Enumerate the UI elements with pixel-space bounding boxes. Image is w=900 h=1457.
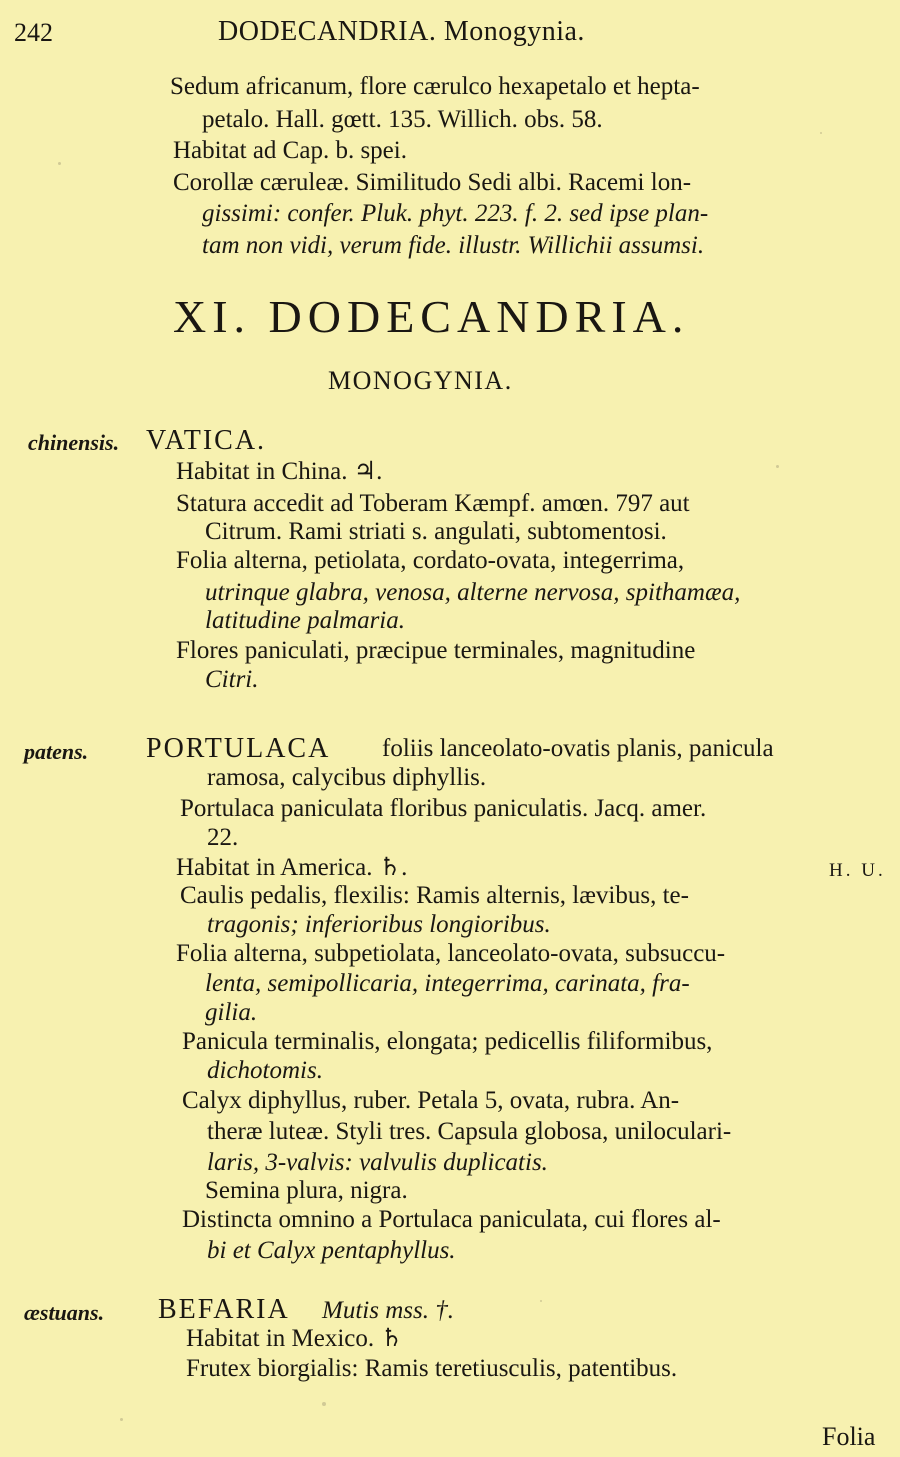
text-line: Folia alterna, subpetiolata, lanceolato-ovata, subsuccu-	[176, 940, 726, 967]
text-line: Frutex biorgialis: Ramis teretiusculis, patentibus.	[186, 1355, 678, 1382]
text-line: theræ luteæ. Styli tres. Capsula globosa, uniloculari-	[207, 1118, 732, 1145]
text-line: gilia.	[205, 999, 258, 1026]
running-title: DODECANDRIA. Monogynia.	[218, 16, 585, 47]
text-line: Habitat in Mexico. ♄	[186, 1325, 403, 1352]
text-line: Flores paniculati, præcipue terminales, magnitudine	[176, 637, 696, 664]
text-line: tam non vidi, verum fide. illustr. Willichii assumsi.	[202, 232, 705, 259]
genus-name: PORTULACA	[146, 733, 331, 764]
text-line: Habitat in China. ♃.	[176, 458, 383, 485]
text-line: Folia alterna, petiolata, cordato-ovata, integerrima,	[176, 547, 685, 574]
text-line: Caulis pedalis, flexilis: Ramis alternis, lævibus, te-	[180, 882, 689, 909]
text-line: Panicula terminalis, elongata; pedicellis filiformibus,	[182, 1028, 713, 1055]
text-line: Habitat ad Cap. b. spei.	[173, 137, 407, 164]
order-heading: MONOGYNIA.	[328, 366, 513, 395]
text-line: Portulaca paniculata floribus paniculatis. Jacq. amer.	[180, 795, 707, 822]
text-line: Sedum africanum, flore cærulco hexapetalo et hepta-	[170, 73, 700, 100]
text-line: Mutis mss. †.	[322, 1297, 454, 1324]
text-line: lenta, semipollicaria, integerrima, carinata, fra-	[205, 970, 690, 997]
text-line: dichotomis.	[207, 1057, 323, 1084]
species-epithet: chinensis.	[28, 430, 120, 455]
paper-speck	[322, 1402, 326, 1406]
herbarium-mark: H. U.	[829, 860, 886, 881]
text-line: Distincta omnino a Portulaca paniculata, cui flores al-	[182, 1206, 721, 1233]
species-epithet: æstuans.	[24, 1300, 105, 1325]
text-line: latitudine palmaria.	[205, 607, 405, 634]
paper-speck	[776, 465, 779, 468]
text-line: Statura accedit ad Toberam Kæmpf. amœn. 797 aut	[176, 490, 690, 517]
text-line: Citrum. Rami striati s. angulati, subtomentosi.	[205, 518, 667, 545]
text-line: bi et Calyx pentaphyllus.	[207, 1237, 456, 1264]
text-line: Corollæ cæruleæ. Similitudo Sedi albi. Racemi lon-	[173, 169, 692, 196]
page-number: 242	[14, 18, 53, 47]
text-line: laris, 3-valvis: valvulis duplicatis.	[207, 1149, 548, 1176]
paper-speck	[58, 162, 61, 165]
text-line: tragonis; inferioribus longioribus.	[207, 911, 551, 938]
text-line: Habitat in America. ♄.	[176, 854, 408, 881]
catchword: Folia	[822, 1422, 876, 1451]
species-epithet: patens.	[24, 739, 89, 764]
text-line: Citri.	[205, 666, 259, 693]
text-line: ramosa, calycibus diphyllis.	[207, 764, 487, 791]
paper-speck	[120, 1418, 123, 1421]
paper-speck	[820, 132, 822, 134]
paper-speck	[540, 1300, 542, 1302]
text-line: gissimi: confer. Pluk. phyt. 223. f. 2. sed ipse plan-	[202, 200, 709, 227]
text-line: foliis lanceolato-ovatis planis, panicula	[382, 735, 774, 762]
genus-name: VATICA.	[146, 425, 267, 456]
text-line: Calyx diphyllus, ruber. Petala 5, ovata, rubra. An-	[182, 1087, 680, 1114]
text-line: Semina plura, nigra.	[205, 1177, 408, 1204]
class-heading: XI. DODECANDRIA.	[173, 291, 690, 342]
genus-name: BEFARIA	[158, 1294, 290, 1325]
text-line: petalo. Hall. gœtt. 135. Willich. obs. 58.	[202, 106, 603, 133]
text-line: utrinque glabra, venosa, alterne nervosa, spithamæa,	[205, 579, 741, 606]
text-line: 22.	[207, 824, 239, 851]
